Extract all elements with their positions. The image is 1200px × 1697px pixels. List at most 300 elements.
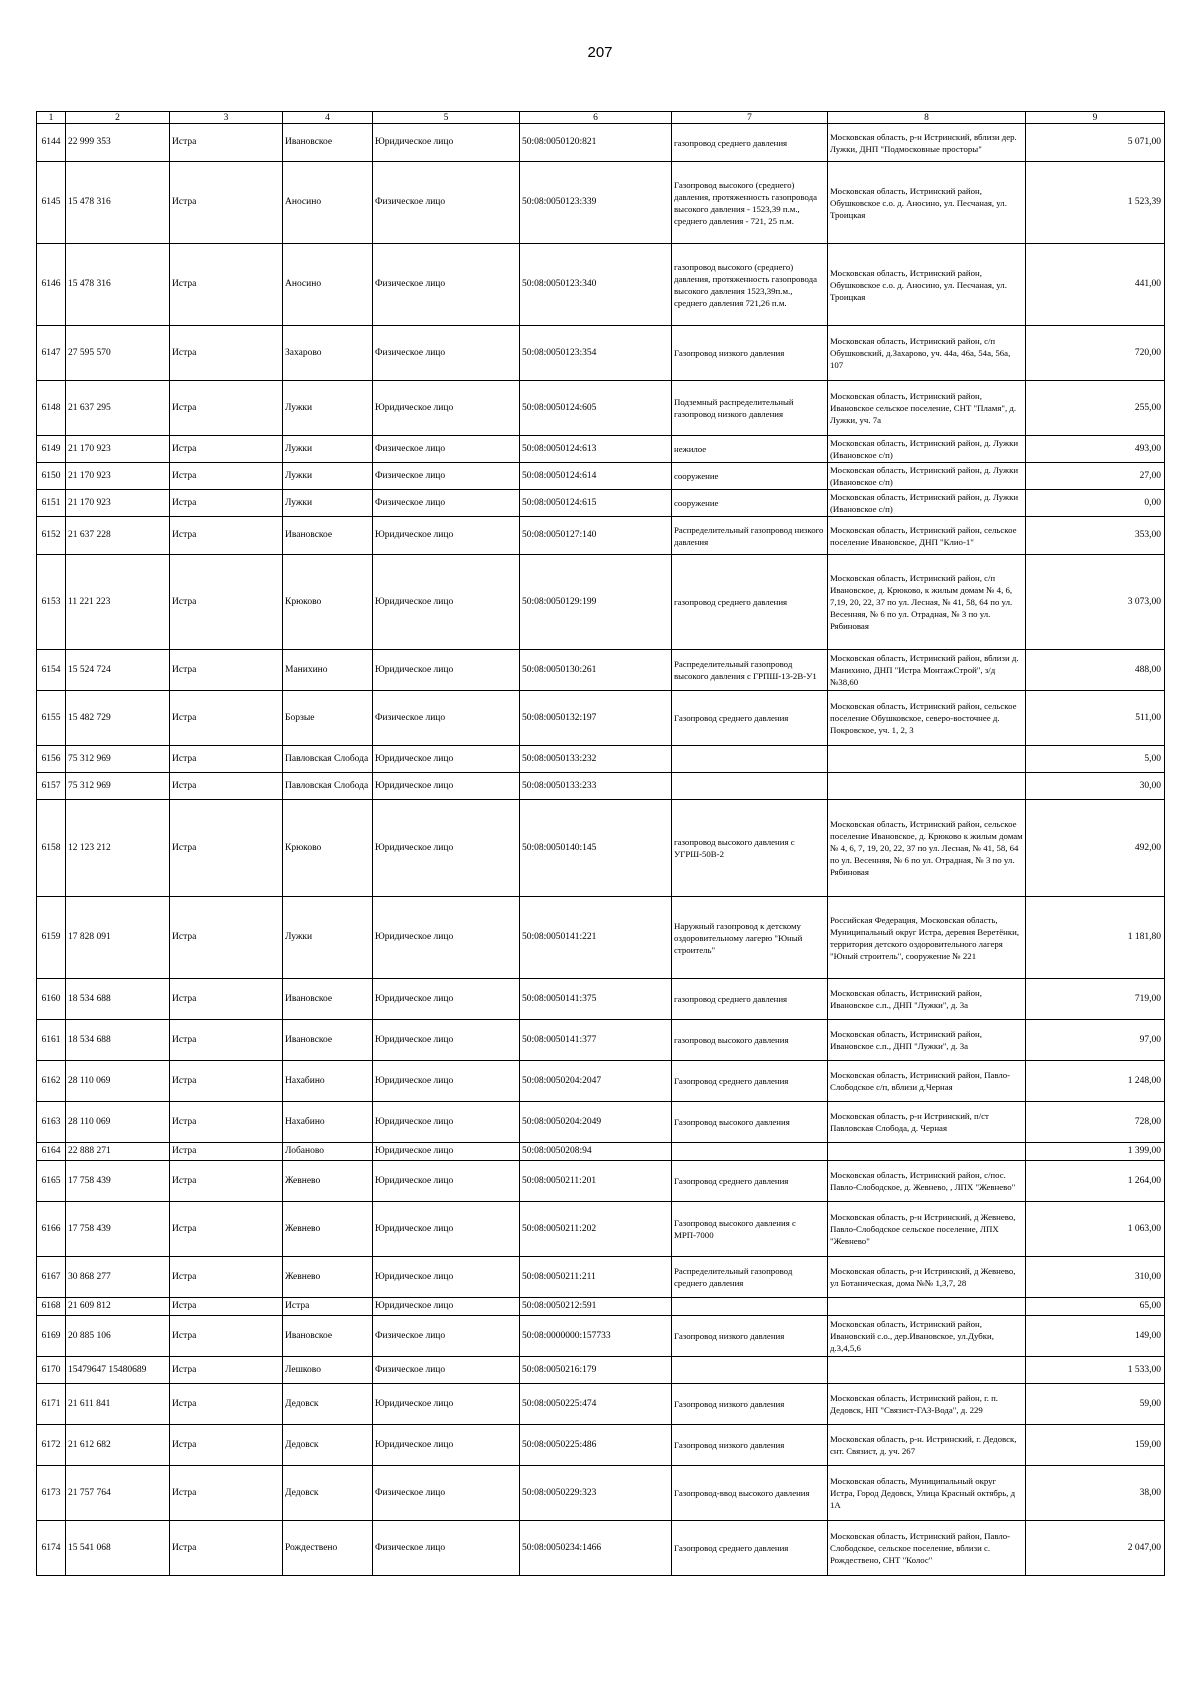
cadastral-number: 50:08:0050225:486 xyxy=(520,1425,672,1466)
locality: Ивановское xyxy=(283,979,373,1020)
address xyxy=(828,1143,1026,1161)
object-description: Распределительный газопровод среднего давления xyxy=(672,1257,828,1298)
object-code: 11 221 223 xyxy=(66,555,170,650)
row-number: 6164 xyxy=(37,1143,66,1161)
object-description: газопровод высокого (среднего) давления, протяженность газопровода высокого давления 1523,39п.м., среднего давления 721,26 п.м. xyxy=(672,244,828,326)
city: Истра xyxy=(170,1257,283,1298)
table-row xyxy=(37,897,1165,979)
row-number: 6144 xyxy=(37,124,66,162)
address: Московская область, Истринский район, сельское поселение Ивановское, ДНП "Клио-1" xyxy=(828,517,1026,555)
length-value: 65,00 xyxy=(1026,1298,1165,1316)
address: Московская область, Истринский район, Ивановское с.п., ДНП "Лужки", д. 3а xyxy=(828,979,1026,1020)
table-row xyxy=(37,1020,1165,1061)
object-description xyxy=(672,1357,828,1384)
owner-type: Физическое лицо xyxy=(373,490,520,517)
length-value: 493,00 xyxy=(1026,436,1165,463)
owner-type: Физическое лицо xyxy=(373,1357,520,1384)
city: Истра xyxy=(170,1384,283,1425)
length-value: 149,00 xyxy=(1026,1316,1165,1357)
row-number: 6150 xyxy=(37,463,66,490)
city: Истра xyxy=(170,244,283,326)
object-description: Газопровод низкого давления xyxy=(672,1425,828,1466)
cadastral-number: 50:08:0050132:197 xyxy=(520,691,672,746)
table-row xyxy=(37,463,1165,490)
owner-type: Юридическое лицо xyxy=(373,1425,520,1466)
city: Истра xyxy=(170,517,283,555)
object-code: 21 757 764 xyxy=(66,1466,170,1521)
object-code: 18 534 688 xyxy=(66,979,170,1020)
owner-type: Юридическое лицо xyxy=(373,1061,520,1102)
address: Московская область, Истринский район, Обушковское с.о. д. Аносино, ул. Песчаная, ул. Троицкая xyxy=(828,162,1026,244)
locality: Ивановское xyxy=(283,517,373,555)
city: Истра xyxy=(170,691,283,746)
cadastral-number: 50:08:0050120:821 xyxy=(520,124,672,162)
address: Московская область, Истринский район, д. Лужки (Ивановское с/п) xyxy=(828,463,1026,490)
owner-type: Физическое лицо xyxy=(373,691,520,746)
address: Московская область, Истринский район, вблизи д. Манихино, ДНП "Истра МонтажСтрой", з/д №38,60 xyxy=(828,650,1026,691)
cadastral-number: 50:08:0050208:94 xyxy=(520,1143,672,1161)
table-row xyxy=(37,1357,1165,1384)
object-description: газопровод высокого давления xyxy=(672,1020,828,1061)
table-row xyxy=(37,124,1165,162)
length-value: 1 248,00 xyxy=(1026,1061,1165,1102)
city: Истра xyxy=(170,1316,283,1357)
cadastral-number: 50:08:0050124:614 xyxy=(520,463,672,490)
locality: Нахабино xyxy=(283,1102,373,1143)
table-row xyxy=(37,381,1165,436)
length-value: 159,00 xyxy=(1026,1425,1165,1466)
row-number: 6145 xyxy=(37,162,66,244)
column-number: 8 xyxy=(828,112,1026,124)
table-row xyxy=(37,1202,1165,1257)
city: Истра xyxy=(170,1202,283,1257)
row-number: 6167 xyxy=(37,1257,66,1298)
object-description: Газопровод среднего давления xyxy=(672,1161,828,1202)
row-number: 6152 xyxy=(37,517,66,555)
locality: Борзые xyxy=(283,691,373,746)
object-description: Газопровод низкого давления xyxy=(672,1316,828,1357)
cadastral-number: 50:08:0050234:1466 xyxy=(520,1521,672,1576)
city: Истра xyxy=(170,463,283,490)
cadastral-number: 50:08:0050204:2047 xyxy=(520,1061,672,1102)
object-code: 15 478 316 xyxy=(66,162,170,244)
object-code: 15 541 068 xyxy=(66,1521,170,1576)
cadastral-number: 50:08:0050123:340 xyxy=(520,244,672,326)
row-number: 6154 xyxy=(37,650,66,691)
cadastral-number: 50:08:0050133:233 xyxy=(520,773,672,800)
object-code: 21 637 228 xyxy=(66,517,170,555)
cadastral-number: 50:08:0050212:591 xyxy=(520,1298,672,1316)
page-number: 207 xyxy=(587,44,613,61)
address: Московская область, Истринский район, Ивановский с.о., дер.Ивановское, ул.Дубки, д.3,4,5,6 xyxy=(828,1316,1026,1357)
object-description: сооружение xyxy=(672,463,828,490)
address: Московская область, Истринский район, Ивановское сельское поселение, СНТ "Пламя", д. Лужки, уч. 7а xyxy=(828,381,1026,436)
object-description: газопровод среднего давления xyxy=(672,979,828,1020)
row-number: 6162 xyxy=(37,1061,66,1102)
locality: Крюково xyxy=(283,555,373,650)
cadastral-number: 50:08:0050133:232 xyxy=(520,746,672,773)
city: Истра xyxy=(170,800,283,897)
locality: Дедовск xyxy=(283,1466,373,1521)
table-row xyxy=(37,326,1165,381)
city: Истра xyxy=(170,979,283,1020)
locality: Жевнево xyxy=(283,1202,373,1257)
cadastral-number: 50:08:0050140:145 xyxy=(520,800,672,897)
object-code: 17 758 439 xyxy=(66,1202,170,1257)
owner-type: Физическое лицо xyxy=(373,1316,520,1357)
length-value: 38,00 xyxy=(1026,1466,1165,1521)
locality: Дедовск xyxy=(283,1384,373,1425)
locality: Лужки xyxy=(283,463,373,490)
object-code: 30 868 277 xyxy=(66,1257,170,1298)
object-description: Газопровод среднего давления xyxy=(672,1521,828,1576)
length-value: 97,00 xyxy=(1026,1020,1165,1061)
object-description: Газопровод среднего давления xyxy=(672,1061,828,1102)
address: Московская область, р-н Истринский, д Жевнево, Павло-Слободское сельское поселение, ЛПХ "Жевнево" xyxy=(828,1202,1026,1257)
locality: Лужки xyxy=(283,897,373,979)
row-number: 6171 xyxy=(37,1384,66,1425)
address: Московская область, Истринский район, с/п Обушковский, д.Захарово, уч. 44а, 46а, 54а, 56а, 107 xyxy=(828,326,1026,381)
length-value: 353,00 xyxy=(1026,517,1165,555)
row-number: 6170 xyxy=(37,1357,66,1384)
owner-type: Юридическое лицо xyxy=(373,773,520,800)
cadastral-number: 50:08:0050129:199 xyxy=(520,555,672,650)
table-row xyxy=(37,244,1165,326)
object-description: Газопровод высокого давления с МРП-7000 xyxy=(672,1202,828,1257)
object-code: 12 123 212 xyxy=(66,800,170,897)
address: Московская область, Истринский район, с/п Ивановское, д. Крюково, к жилым домам № 4, 6, 7,19, 20, 22, 37 по ул. Лесная, № 41, 58, 64 по ул. Весенняя, № 6 по ул. Отрадная, № 3 по ул. Рябиновая xyxy=(828,555,1026,650)
row-number: 6156 xyxy=(37,746,66,773)
cadastral-number: 50:08:0050141:377 xyxy=(520,1020,672,1061)
locality: Дедовск xyxy=(283,1425,373,1466)
column-number: 3 xyxy=(170,112,283,124)
length-value: 720,00 xyxy=(1026,326,1165,381)
address: Московская область, р-н Истринский, п/ст Павловская Слобода, д. Черная xyxy=(828,1102,1026,1143)
city: Истра xyxy=(170,1020,283,1061)
object-description: Газопровод высокого давления xyxy=(672,1102,828,1143)
row-number: 6160 xyxy=(37,979,66,1020)
table-row xyxy=(37,650,1165,691)
cadastral-number: 50:08:0050124:615 xyxy=(520,490,672,517)
cadastral-number: 50:08:0050124:613 xyxy=(520,436,672,463)
object-description: Газопровод-ввод высокого давления xyxy=(672,1466,828,1521)
table-row xyxy=(37,490,1165,517)
row-number: 6149 xyxy=(37,436,66,463)
owner-type: Юридическое лицо xyxy=(373,124,520,162)
city: Истра xyxy=(170,490,283,517)
length-value: 255,00 xyxy=(1026,381,1165,436)
owner-type: Физическое лицо xyxy=(373,326,520,381)
address: Московская область, Истринский район, сельское поселение Ивановское, д. Крюково к жилым домам № 4, 6, 7, 19, 20, 22, 37 по ул. Лесная, № 41, 58, 64 по ул. Весенняя, № 6 по ул. Отрадная, № 3 по ул. Рябиновая xyxy=(828,800,1026,897)
length-value: 492,00 xyxy=(1026,800,1165,897)
object-description xyxy=(672,773,828,800)
address: Московская область, Истринский район, д. Лужки (Ивановское с/п) xyxy=(828,490,1026,517)
object-description: Газопровод среднего давления xyxy=(672,691,828,746)
locality: Жевнево xyxy=(283,1161,373,1202)
address: Московская область, Истринский район, г. п. Дедовск, НП "Связист-ГАЗ-Вода", д. 229 xyxy=(828,1384,1026,1425)
locality: Манихино xyxy=(283,650,373,691)
object-code: 21 170 923 xyxy=(66,490,170,517)
address: Московская область, Муниципальный округ Истра, Город Дедовск, Улица Красный октябрь, д 1А xyxy=(828,1466,1026,1521)
locality: Лешково xyxy=(283,1357,373,1384)
city: Истра xyxy=(170,1298,283,1316)
length-value: 59,00 xyxy=(1026,1384,1165,1425)
object-code: 21 170 923 xyxy=(66,463,170,490)
address xyxy=(828,1357,1026,1384)
locality: Аносино xyxy=(283,244,373,326)
city: Истра xyxy=(170,773,283,800)
cadastral-number: 50:08:0050216:179 xyxy=(520,1357,672,1384)
length-value: 30,00 xyxy=(1026,773,1165,800)
owner-type: Юридическое лицо xyxy=(373,1020,520,1061)
address: Московская область, Истринский район, д. Лужки (Ивановское с/п) xyxy=(828,436,1026,463)
cadastral-number: 50:08:0050229:323 xyxy=(520,1466,672,1521)
table-row xyxy=(37,517,1165,555)
address: Московская область, Истринский район, с/пос. Павло-Слободское, д. Жевнево, , ЛПХ "Жевнево" xyxy=(828,1161,1026,1202)
locality: Ивановское xyxy=(283,1316,373,1357)
cadastral-number: 50:08:0050127:140 xyxy=(520,517,672,555)
city: Истра xyxy=(170,1357,283,1384)
locality: Павловская Слобода xyxy=(283,746,373,773)
owner-type: Юридическое лицо xyxy=(373,1384,520,1425)
address: Московская область, р-н Истринский, вблизи дер. Лужки, ДНП "Подмосковные просторы" xyxy=(828,124,1026,162)
locality: Павловская Слобода xyxy=(283,773,373,800)
owner-type: Юридическое лицо xyxy=(373,800,520,897)
object-code: 27 595 570 xyxy=(66,326,170,381)
owner-type: Физическое лицо xyxy=(373,1466,520,1521)
length-value: 310,00 xyxy=(1026,1257,1165,1298)
length-value: 1 399,00 xyxy=(1026,1143,1165,1161)
row-number: 6165 xyxy=(37,1161,66,1202)
city: Истра xyxy=(170,1061,283,1102)
object-code: 17 758 439 xyxy=(66,1161,170,1202)
locality: Рождествено xyxy=(283,1521,373,1576)
row-number: 6158 xyxy=(37,800,66,897)
cadastral-number: 50:08:0050211:201 xyxy=(520,1161,672,1202)
address: Московская область, Истринский район, Павло-Слободское, сельское поселение, вблизи с. Рождествено, СНТ "Колос" xyxy=(828,1521,1026,1576)
column-number: 5 xyxy=(373,112,520,124)
object-description xyxy=(672,1298,828,1316)
locality: Истра xyxy=(283,1298,373,1316)
column-number: 7 xyxy=(672,112,828,124)
cadastral-number: 50:08:0050141:221 xyxy=(520,897,672,979)
row-number: 6161 xyxy=(37,1020,66,1061)
city: Истра xyxy=(170,1143,283,1161)
column-number: 1 xyxy=(37,112,66,124)
object-description: газопровод высокого давления с УГРШ-50В-2 xyxy=(672,800,828,897)
length-value: 488,00 xyxy=(1026,650,1165,691)
owner-type: Юридическое лицо xyxy=(373,1143,520,1161)
cadastral-number: 50:08:0050141:375 xyxy=(520,979,672,1020)
length-value: 511,00 xyxy=(1026,691,1165,746)
row-number: 6147 xyxy=(37,326,66,381)
city: Истра xyxy=(170,746,283,773)
object-code: 18 534 688 xyxy=(66,1020,170,1061)
cadastral-number: 50:08:0050130:261 xyxy=(520,650,672,691)
cadastral-number: 50:08:0050204:2049 xyxy=(520,1102,672,1143)
length-value: 1 264,00 xyxy=(1026,1161,1165,1202)
owner-type: Физическое лицо xyxy=(373,436,520,463)
table-row xyxy=(37,1161,1165,1202)
owner-type: Юридическое лицо xyxy=(373,381,520,436)
city: Истра xyxy=(170,162,283,244)
table-row xyxy=(37,1102,1165,1143)
address: Московская область, Истринский район, Ивановское с.п., ДНП "Лужки", д. 3а xyxy=(828,1020,1026,1061)
length-value: 2 047,00 xyxy=(1026,1521,1165,1576)
locality: Лобаново xyxy=(283,1143,373,1161)
length-value: 1 181,80 xyxy=(1026,897,1165,979)
object-code: 15479647 15480689 xyxy=(66,1357,170,1384)
row-number: 6155 xyxy=(37,691,66,746)
object-description: Распределительный газопровод низкого давления xyxy=(672,517,828,555)
object-code: 21 609 812 xyxy=(66,1298,170,1316)
object-description: Газопровод высокого (среднего) давления, протяженность газопровода высокого давления - 1523,39 п.м., среднего давления - 721, 25 п.м. xyxy=(672,162,828,244)
object-code: 22 999 353 xyxy=(66,124,170,162)
table-row xyxy=(37,773,1165,800)
city: Истра xyxy=(170,1466,283,1521)
table-row xyxy=(37,1257,1165,1298)
length-value: 1 063,00 xyxy=(1026,1202,1165,1257)
table-row xyxy=(37,1466,1165,1521)
owner-type: Юридическое лицо xyxy=(373,979,520,1020)
length-value: 1 533,00 xyxy=(1026,1357,1165,1384)
owner-type: Юридическое лицо xyxy=(373,517,520,555)
table-row xyxy=(37,1143,1165,1161)
row-number: 6159 xyxy=(37,897,66,979)
owner-type: Юридическое лицо xyxy=(373,1257,520,1298)
row-number: 6173 xyxy=(37,1466,66,1521)
address xyxy=(828,746,1026,773)
city: Истра xyxy=(170,436,283,463)
address: Российская Федерация, Московская область, Муниципальный округ Истра, деревня Веретёнки, территория детского оздоровительного лагеря "Юный строитель", сооружение № 221 xyxy=(828,897,1026,979)
table-row xyxy=(37,555,1165,650)
locality: Аносино xyxy=(283,162,373,244)
address: Московская область, Истринский район, сельское поселение Обушковское, северо-восточнее д. Покровское, уч. 1, 2, 3 xyxy=(828,691,1026,746)
table-row xyxy=(37,1384,1165,1425)
object-description xyxy=(672,1143,828,1161)
registry-table xyxy=(36,111,1165,1576)
owner-type: Юридическое лицо xyxy=(373,650,520,691)
locality: Лужки xyxy=(283,490,373,517)
city: Истра xyxy=(170,124,283,162)
object-code: 20 885 106 xyxy=(66,1316,170,1357)
length-value: 441,00 xyxy=(1026,244,1165,326)
column-number-row xyxy=(37,112,1165,124)
object-code: 15 524 724 xyxy=(66,650,170,691)
object-code: 75 312 969 xyxy=(66,746,170,773)
length-value: 5 071,00 xyxy=(1026,124,1165,162)
object-description: Наружный газопровод к детскому оздоровительному лагерю "Юный строитель" xyxy=(672,897,828,979)
owner-type: Физическое лицо xyxy=(373,1521,520,1576)
city: Истра xyxy=(170,1425,283,1466)
row-number: 6166 xyxy=(37,1202,66,1257)
object-code: 75 312 969 xyxy=(66,773,170,800)
city: Истра xyxy=(170,1521,283,1576)
table-row xyxy=(37,162,1165,244)
locality: Жевнево xyxy=(283,1257,373,1298)
table-row xyxy=(37,800,1165,897)
row-number: 6163 xyxy=(37,1102,66,1143)
object-code: 15 482 729 xyxy=(66,691,170,746)
table-row xyxy=(37,1425,1165,1466)
owner-type: Юридическое лицо xyxy=(373,1202,520,1257)
address: Московская область, Истринский район, Обушковское с.о. д. Аносино, ул. Песчаная, ул. Троицкая xyxy=(828,244,1026,326)
locality: Крюково xyxy=(283,800,373,897)
column-number: 6 xyxy=(520,112,672,124)
table-row xyxy=(37,1061,1165,1102)
row-number: 6148 xyxy=(37,381,66,436)
length-value: 1 523,39 xyxy=(1026,162,1165,244)
cadastral-number: 50:08:0050211:202 xyxy=(520,1202,672,1257)
object-description: газопровод среднего давления xyxy=(672,124,828,162)
table-row xyxy=(37,1521,1165,1576)
locality: Лужки xyxy=(283,436,373,463)
object-code: 28 110 069 xyxy=(66,1102,170,1143)
row-number: 6169 xyxy=(37,1316,66,1357)
length-value: 728,00 xyxy=(1026,1102,1165,1143)
cadastral-number: 50:08:0050211:211 xyxy=(520,1257,672,1298)
address: Московская область, р-н. Истринский, г. Дедовск, снт. Связист, д. уч. 267 xyxy=(828,1425,1026,1466)
address: Московская область, Истринский район, Павло-Слободское с/п, вблизи д.Черная xyxy=(828,1061,1026,1102)
column-number: 4 xyxy=(283,112,373,124)
row-number: 6153 xyxy=(37,555,66,650)
object-description: сооружение xyxy=(672,490,828,517)
address: Московская область, р-н Истринский, д Жевнево, ул Ботаническая, дома №№ 1,3,7, 28 xyxy=(828,1257,1026,1298)
object-code: 28 110 069 xyxy=(66,1061,170,1102)
table-row xyxy=(37,746,1165,773)
row-number: 6146 xyxy=(37,244,66,326)
table-row xyxy=(37,691,1165,746)
owner-type: Юридическое лицо xyxy=(373,1102,520,1143)
locality: Захарово xyxy=(283,326,373,381)
cadastral-number: 50:08:0050123:339 xyxy=(520,162,672,244)
cadastral-number: 50:08:0050124:605 xyxy=(520,381,672,436)
city: Истра xyxy=(170,381,283,436)
object-description: Подземный распределительный газопровод низкого давления xyxy=(672,381,828,436)
city: Истра xyxy=(170,326,283,381)
address xyxy=(828,773,1026,800)
owner-type: Физическое лицо xyxy=(373,162,520,244)
locality: Ивановское xyxy=(283,124,373,162)
object-code: 15 478 316 xyxy=(66,244,170,326)
length-value: 27,00 xyxy=(1026,463,1165,490)
object-code: 21 611 841 xyxy=(66,1384,170,1425)
column-number: 9 xyxy=(1026,112,1165,124)
cadastral-number: 50:08:0000000:157733 xyxy=(520,1316,672,1357)
locality: Ивановское xyxy=(283,1020,373,1061)
cadastral-number: 50:08:0050123:354 xyxy=(520,326,672,381)
object-description: газопровод среднего давления xyxy=(672,555,828,650)
length-value: 719,00 xyxy=(1026,979,1165,1020)
city: Истра xyxy=(170,1161,283,1202)
locality: Нахабино xyxy=(283,1061,373,1102)
length-value: 0,00 xyxy=(1026,490,1165,517)
row-number: 6157 xyxy=(37,773,66,800)
owner-type: Физическое лицо xyxy=(373,244,520,326)
row-number: 6172 xyxy=(37,1425,66,1466)
owner-type: Юридическое лицо xyxy=(373,1161,520,1202)
table-row xyxy=(37,1298,1165,1316)
length-value: 5,00 xyxy=(1026,746,1165,773)
table-row xyxy=(37,1316,1165,1357)
table-row xyxy=(37,436,1165,463)
object-code: 21 637 295 xyxy=(66,381,170,436)
object-code: 17 828 091 xyxy=(66,897,170,979)
row-number: 6174 xyxy=(37,1521,66,1576)
object-description xyxy=(672,746,828,773)
object-code: 21 612 682 xyxy=(66,1425,170,1466)
address xyxy=(828,1298,1026,1316)
